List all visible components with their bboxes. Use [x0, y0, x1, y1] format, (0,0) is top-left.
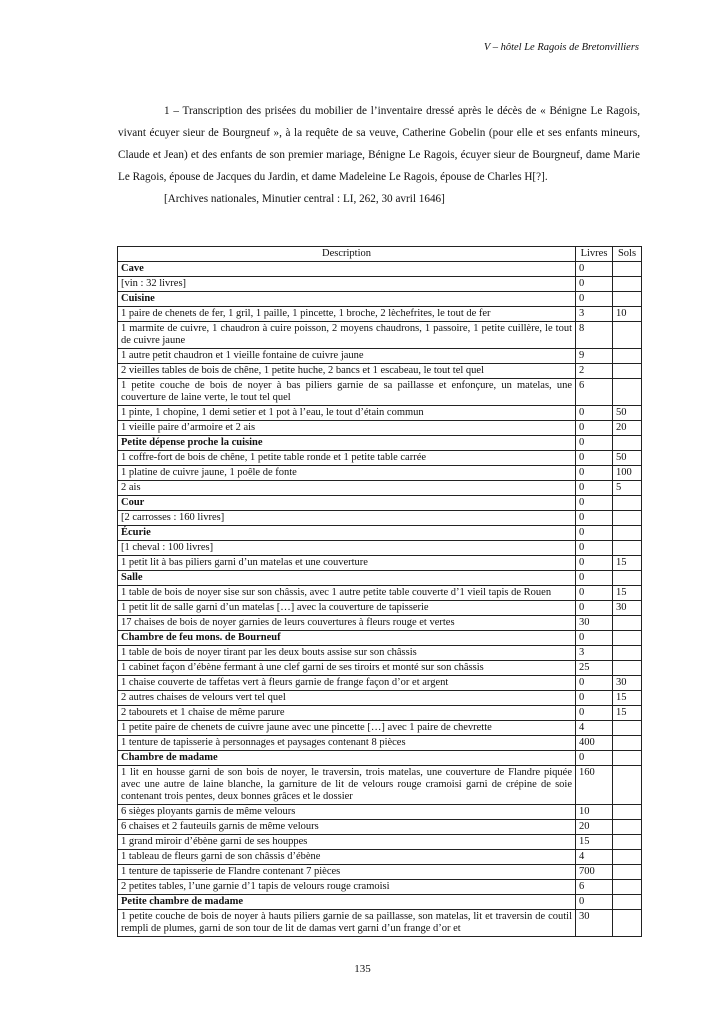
livres-cell: 0 [576, 541, 613, 556]
description-cell: 1 platine de cuivre jaune, 1 poêle de fonte [118, 466, 576, 481]
description-cell: Cour [118, 496, 576, 511]
header-livres: Livres [576, 247, 613, 262]
livres-cell: 9 [576, 349, 613, 364]
table-row [118, 850, 642, 865]
sols-cell: 20 [613, 421, 642, 436]
livres-cell: 0 [576, 556, 613, 571]
description-cell: 1 table de bois de noyer sise sur son châssis, avec 1 autre petite table couverte d’1 vieil tapis de Rouen [118, 586, 576, 601]
table-header-row [118, 247, 642, 262]
description-cell: 1 marmite de cuivre, 1 chaudron à cuire poisson, 2 moyens chaudrons, 1 passoire, 1 petite cuillère, le tout de cuivre jaune [118, 322, 576, 349]
sols-cell [613, 646, 642, 661]
livres-cell: 8 [576, 322, 613, 349]
description-cell: Cave [118, 262, 576, 277]
description-cell: 17 chaises de bois de noyer garnies de leurs couvertures à fleurs rouge et vertes [118, 616, 576, 631]
livres-cell: 0 [576, 421, 613, 436]
table-row [118, 541, 642, 556]
sols-cell [613, 277, 642, 292]
table-row [118, 481, 642, 496]
table-row [118, 736, 642, 751]
description-cell: Chambre de madame [118, 751, 576, 766]
description-cell: 1 petit lit de salle garni d’un matelas […] avec la couverture de tapisserie [118, 601, 576, 616]
livres-cell: 0 [576, 406, 613, 421]
description-cell: 1 tenture de tapisserie à personnages et paysages contenant 8 pièces [118, 736, 576, 751]
description-cell: 1 pinte, 1 chopine, 1 demi setier et 1 pot à l’eau, le tout d’étain commun [118, 406, 576, 421]
livres-cell: 6 [576, 880, 613, 895]
livres-cell: 3 [576, 307, 613, 322]
section-row [118, 262, 642, 277]
description-cell: [vin : 32 livres] [118, 277, 576, 292]
livres-cell: 0 [576, 601, 613, 616]
description-cell: 1 coffre-fort de bois de chêne, 1 petite table ronde et 1 petite table carrée [118, 451, 576, 466]
sols-cell [613, 736, 642, 751]
livres-cell: 2 [576, 364, 613, 379]
table-row [118, 880, 642, 895]
livres-cell: 0 [576, 526, 613, 541]
header-sols: Sols [613, 247, 642, 262]
table-row [118, 766, 642, 805]
livres-cell: 4 [576, 721, 613, 736]
inventory-table [117, 246, 642, 937]
running-header: V – hôtel Le Ragois de Bretonvilliers [483, 42, 639, 53]
livres-cell: 0 [576, 481, 613, 496]
description-cell: 1 tenture de tapisserie de Flandre contenant 7 pièces [118, 865, 576, 880]
livres-cell: 25 [576, 661, 613, 676]
sols-cell [613, 820, 642, 835]
table-row [118, 511, 642, 526]
sols-cell [613, 349, 642, 364]
section-row [118, 751, 642, 766]
description-cell: 1 tableau de fleurs garni de son châssis d’ébène [118, 850, 576, 865]
livres-cell: 0 [576, 496, 613, 511]
section-row [118, 526, 642, 541]
livres-cell: 0 [576, 706, 613, 721]
sols-cell: 30 [613, 676, 642, 691]
livres-cell: 15 [576, 835, 613, 850]
sols-cell [613, 526, 642, 541]
table-row [118, 661, 642, 676]
livres-cell: 0 [576, 631, 613, 646]
sols-cell [613, 436, 642, 451]
table-row [118, 646, 642, 661]
livres-cell: 6 [576, 379, 613, 406]
livres-cell: 30 [576, 910, 613, 937]
table-row [118, 676, 642, 691]
sols-cell [613, 616, 642, 631]
sols-cell: 15 [613, 586, 642, 601]
table-row [118, 586, 642, 601]
table-row [118, 277, 642, 292]
table-row [118, 706, 642, 721]
livres-cell: 0 [576, 571, 613, 586]
sols-cell: 15 [613, 556, 642, 571]
section-row [118, 895, 642, 910]
description-cell: 2 autres chaises de velours vert tel quel [118, 691, 576, 706]
page-number: 135 [354, 963, 371, 975]
livres-cell: 0 [576, 436, 613, 451]
sols-cell [613, 511, 642, 526]
table-row [118, 379, 642, 406]
table-row [118, 910, 642, 937]
intro-paragraph: 1 – Transcription des prisées du mobilier de l’inventaire dressé après le décès de « Bénigne Le Ragois, vivant écuyer sieur de Bourgneuf », à la requête de sa veuve, Catherine Gobelin (pour elle et ses enfants mineurs, Claude et Jean) et des enfants de son premier mariage, Bénigne Le Ragois, écuyer sieur de Bourgneuf, dame Marie Le Ragois, épouse de Jacques du Jardin, et dame Madeleine Le Ragois, épouse de Charles H[?]. [118, 105, 640, 183]
sols-cell [613, 571, 642, 586]
sols-cell [613, 910, 642, 937]
description-cell: Salle [118, 571, 576, 586]
description-cell: Cuisine [118, 292, 576, 307]
livres-cell: 0 [576, 676, 613, 691]
table-row [118, 466, 642, 481]
table-row [118, 349, 642, 364]
sols-cell [613, 751, 642, 766]
sols-cell: 15 [613, 691, 642, 706]
livres-cell: 400 [576, 736, 613, 751]
description-cell: 1 lit en housse garni de son bois de noyer, le traversin, trois matelas, une couverture de Flandre piquée avec une autre de laine blanche, la garniture de lit de velours rouge cramoisi garni de crépine de soie contenant trois pentes, deux bonnes grâces et le dossier [118, 766, 576, 805]
livres-cell: 700 [576, 865, 613, 880]
sols-cell [613, 721, 642, 736]
livres-cell: 0 [576, 262, 613, 277]
table-row [118, 451, 642, 466]
description-cell: 2 ais [118, 481, 576, 496]
livres-cell: 10 [576, 805, 613, 820]
livres-cell: 0 [576, 691, 613, 706]
livres-cell: 4 [576, 850, 613, 865]
livres-cell: 0 [576, 586, 613, 601]
table-row [118, 364, 642, 379]
table-row [118, 616, 642, 631]
description-cell: 1 chaise couverte de taffetas vert à fleurs garnie de frange façon d’or et argent [118, 676, 576, 691]
description-cell: 1 vieille paire d’armoire et 2 ais [118, 421, 576, 436]
description-cell: 1 paire de chenets de fer, 1 gril, 1 paille, 1 pincette, 1 broche, 2 lèchefrites, le tout de fer [118, 307, 576, 322]
table-row [118, 556, 642, 571]
section-row [118, 571, 642, 586]
sols-cell [613, 850, 642, 865]
description-cell: 1 petit lit à bas piliers garni d’un matelas et une couverture [118, 556, 576, 571]
sols-cell [613, 379, 642, 406]
table-row [118, 691, 642, 706]
sols-cell [613, 766, 642, 805]
description-cell: [2 carrosses : 160 livres] [118, 511, 576, 526]
section-row [118, 631, 642, 646]
section-row [118, 496, 642, 511]
description-cell: Écurie [118, 526, 576, 541]
livres-cell: 20 [576, 820, 613, 835]
table-row [118, 820, 642, 835]
sols-cell: 10 [613, 307, 642, 322]
livres-cell: 0 [576, 895, 613, 910]
sols-cell [613, 541, 642, 556]
header-description: Description [118, 247, 576, 262]
table-row [118, 421, 642, 436]
livres-cell: 0 [576, 511, 613, 526]
table-row [118, 805, 642, 820]
sols-cell [613, 496, 642, 511]
description-cell: 6 chaises et 2 fauteuils garnis de même velours [118, 820, 576, 835]
sols-cell: 15 [613, 706, 642, 721]
description-cell: 1 petite couche de bois de noyer à bas piliers garnie de sa paillasse et enfonçure, un matelas, une couverture de laine verte, le tout tel quel [118, 379, 576, 406]
description-cell: 6 sièges ployants garnis de même velours [118, 805, 576, 820]
table-row [118, 721, 642, 736]
description-cell: 1 cabinet façon d’ébène fermant à une clef garni de ses tiroirs et monté sur son châssis [118, 661, 576, 676]
sols-cell [613, 895, 642, 910]
table-row [118, 307, 642, 322]
sols-cell: 5 [613, 481, 642, 496]
sols-cell [613, 262, 642, 277]
sols-cell: 50 [613, 406, 642, 421]
livres-cell: 160 [576, 766, 613, 805]
description-cell: 1 petite couche de bois de noyer à hauts piliers garnie de sa paillasse, son matelas, lit et traversin de coutil rempli de plumes, garni de son tour de lit de damas vert garni d’un frange d’or et [118, 910, 576, 937]
description-cell: Petite dépense proche la cuisine [118, 436, 576, 451]
sols-cell [613, 661, 642, 676]
table-row [118, 865, 642, 880]
sols-cell [613, 364, 642, 379]
description-cell: 2 vieilles tables de bois de chêne, 1 petite huche, 2 bancs et 1 escabeau, le tout tel quel [118, 364, 576, 379]
sols-cell [613, 880, 642, 895]
sols-cell [613, 805, 642, 820]
description-cell: 1 grand miroir d’ébène garni de ses houppes [118, 835, 576, 850]
description-cell: 1 autre petit chaudron et 1 vieille fontaine de cuivre jaune [118, 349, 576, 364]
section-row [118, 292, 642, 307]
sols-cell: 30 [613, 601, 642, 616]
livres-cell: 0 [576, 292, 613, 307]
livres-cell: 0 [576, 277, 613, 292]
table-body [118, 262, 642, 937]
livres-cell: 3 [576, 646, 613, 661]
sols-cell [613, 865, 642, 880]
sols-cell [613, 835, 642, 850]
description-cell: 1 petite paire de chenets de cuivre jaune avec une pincette […] avec 1 paire de chevrette [118, 721, 576, 736]
archive-source: [Archives nationales, Minutier central : LI, 262, 30 avril 1646] [164, 193, 445, 205]
livres-cell: 30 [576, 616, 613, 631]
table-row [118, 322, 642, 349]
table-row [118, 835, 642, 850]
livres-cell: 0 [576, 451, 613, 466]
description-cell: 2 petites tables, l’une garnie d’1 tapis de velours rouge cramoisi [118, 880, 576, 895]
description-cell: [1 cheval : 100 livres] [118, 541, 576, 556]
intro-text [118, 100, 640, 210]
sols-cell [613, 631, 642, 646]
description-cell: 1 table de bois de noyer tirant par les deux bouts assise sur son châssis [118, 646, 576, 661]
description-cell: Petite chambre de madame [118, 895, 576, 910]
sols-cell [613, 322, 642, 349]
livres-cell: 0 [576, 466, 613, 481]
livres-cell: 0 [576, 751, 613, 766]
table-row [118, 406, 642, 421]
description-cell: Chambre de feu mons. de Bourneuf [118, 631, 576, 646]
sols-cell: 100 [613, 466, 642, 481]
description-cell: 2 tabourets et 1 chaise de même parure [118, 706, 576, 721]
sols-cell: 50 [613, 451, 642, 466]
table-row [118, 601, 642, 616]
section-row [118, 436, 642, 451]
sols-cell [613, 292, 642, 307]
